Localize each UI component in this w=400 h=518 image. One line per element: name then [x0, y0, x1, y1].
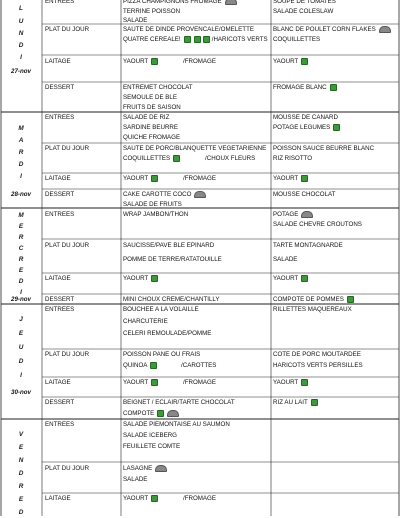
row-label-entrees: ENTREES — [45, 306, 75, 313]
day-letter: U — [18, 344, 24, 351]
row-label-laitage: LAITAGE — [45, 175, 71, 182]
menu-item: /HARICOTS VERTS — [200, 36, 268, 43]
menu-item: RILLETTES MAQUEREAUX — [273, 306, 352, 313]
menu-item: SARDINE BEURRE — [123, 124, 179, 131]
leaf-icon — [157, 410, 164, 417]
menu-item: HARICOTS VERTS PERSILLES — [273, 362, 363, 369]
day-letter: U — [18, 18, 24, 25]
day-letter: E — [18, 267, 24, 274]
day-letter: D — [18, 358, 24, 365]
menu-item: BEIGNET / ECLAIR/TARTE CHOCOLAT — [123, 399, 235, 406]
day-letter: M — [18, 212, 24, 219]
menu-item: FROMAGE BLANC — [273, 84, 337, 91]
menu-item: SALADE — [123, 17, 148, 24]
leaf-icon — [330, 84, 337, 91]
day-letter: D — [18, 42, 24, 49]
menu-item: /FROMAGE — [183, 175, 217, 182]
leaf-icon — [301, 58, 308, 65]
leaf-icon — [184, 36, 191, 43]
leaf-icon — [301, 275, 308, 282]
menu-item: POMME DE TERRE/RATATOUILLE — [123, 256, 222, 263]
day-letter: D — [18, 161, 24, 168]
menu-item: POISSON SAUCE BEURRE BLANC — [273, 145, 375, 152]
menu-item: COQUILLETTES — [123, 155, 180, 162]
menu-item: CELERI REMOULADE/POMME — [123, 330, 212, 337]
menu-item: BOUCHEE A LA VOLAILLE — [123, 306, 199, 313]
chef-hat-icon — [225, 0, 237, 5]
menu-item: /FROMAGE — [183, 58, 217, 65]
day-date: 28-nov — [11, 191, 31, 198]
chef-hat-icon — [167, 410, 179, 417]
menu-item: CHARCUTERIE — [123, 318, 168, 325]
menu-item: COQUILLETTES — [273, 36, 321, 43]
leaf-icon — [203, 36, 210, 43]
leaf-icon — [311, 399, 318, 406]
menu-item: YAOURT — [273, 58, 308, 65]
menu-item: YAOURT — [123, 58, 158, 65]
menu-item: BLANC DE POULET CORN FLAKES — [273, 26, 391, 33]
row-label-laitage: LAITAGE — [45, 379, 71, 386]
day-letter: R — [18, 234, 24, 241]
row-label-plat: PLAT DU JOUR — [45, 26, 90, 33]
day-letter: E — [18, 223, 24, 230]
row-label-laitage: LAITAGE — [45, 495, 71, 502]
chef-hat-icon — [194, 191, 206, 198]
day-letter: D — [18, 470, 24, 477]
row-label-entrees: ENTREES — [45, 0, 75, 5]
menu-item: FRUITS DE SAISON — [123, 104, 181, 111]
day-date: 30-nov — [11, 389, 31, 396]
row-label-plat: PLAT DU JOUR — [45, 242, 90, 249]
leaf-icon — [151, 175, 158, 182]
day-letter: D — [18, 509, 24, 516]
menu-item: YAOURT — [273, 379, 308, 386]
day-letter: I — [20, 372, 22, 379]
menu-item: MOUSSE CHOCOLAT — [273, 191, 336, 198]
day-letter: A — [18, 137, 24, 144]
leaf-icon — [150, 362, 157, 369]
menu-item: SOUPE DE TOMATES — [273, 0, 336, 5]
menu-item: YAOURT — [123, 175, 158, 182]
chef-hat-icon — [379, 26, 391, 33]
day-letter: R — [18, 256, 24, 263]
chef-hat-icon — [301, 211, 313, 218]
menu-item: TARTE MONTAGNARDE — [273, 242, 343, 249]
leaf-icon — [173, 155, 180, 162]
row-label-entrees: ENTREES — [45, 211, 75, 218]
day-letter: E — [18, 444, 24, 451]
menu-item: /FROMAGE — [183, 495, 217, 502]
menu-item: SALADE CHEVRE CROUTONS — [273, 221, 362, 228]
day-date: 27-nov — [11, 68, 31, 75]
menu-item: ENTREMET CHOCOLAT — [123, 84, 193, 91]
menu-item: YAOURT — [123, 495, 158, 502]
menu-item: SALADE — [273, 256, 298, 263]
menu-item: PIZZA CHAMPIGNONS FROMAGE — [123, 0, 237, 5]
day-letter: R — [18, 483, 24, 490]
day-letter: E — [18, 496, 24, 503]
menu-item: SALADE DE FRUITS — [123, 201, 182, 208]
menu-item: FEUILLETE COMTE — [123, 443, 181, 450]
menu-item: /FROMAGE — [183, 379, 217, 386]
menu-item: YAOURT — [123, 379, 158, 386]
row-label-plat: PLAT DU JOUR — [45, 145, 90, 152]
menu-item: RIZ AU LAIT — [273, 399, 318, 406]
menu-item: LASAGNE — [123, 465, 167, 472]
row-label-dessert: DESSERT — [45, 84, 75, 91]
menu-item: SALADE — [123, 476, 148, 483]
menu-item: /CAROTTES — [181, 362, 217, 369]
menu-item: QUINOA — [123, 362, 157, 369]
menu-item: SAUTE DE DINDE PROVENCALE/OMELETTE — [123, 26, 254, 33]
day-letter: D — [18, 278, 24, 285]
menu-item: COMPOTE DE POMMES — [273, 296, 354, 303]
leaf-icon — [151, 275, 158, 282]
leaf-icon — [301, 379, 308, 386]
row-label-dessert: DESSERT — [45, 296, 75, 303]
menu-item: SEMOULE DE BLE — [123, 94, 177, 101]
row-label-dessert: DESSERT — [45, 191, 75, 198]
menu-item: TERRINE POISSON — [123, 8, 181, 15]
day-letter: N — [18, 30, 24, 37]
leaf-icon — [151, 58, 158, 65]
menu-item: SALADE COLESLAW — [273, 8, 334, 15]
row-label-dessert: DESSERT — [45, 399, 75, 406]
menu-item: RIZ RISOTTO — [273, 155, 313, 162]
row-label-entrees: ENTREES — [45, 421, 75, 428]
leaf-icon — [333, 124, 340, 131]
menu-item: COTE DE PORC MOUTARDEE — [273, 351, 361, 358]
menu-item: YAOURT — [273, 175, 308, 182]
menu-item: /CHOUX FLEURS — [205, 155, 256, 162]
day-letter: L — [19, 5, 23, 12]
menu-item: YAOURT — [273, 275, 308, 282]
day-letter: J — [19, 316, 23, 323]
day-letter: R — [18, 149, 24, 156]
day-letter: M — [18, 125, 24, 132]
menu-item: SALADE PIEMONTAISE AU SAUMON — [123, 421, 230, 428]
day-letter: I — [20, 173, 22, 180]
day-letter: V — [18, 431, 24, 438]
leaf-icon — [347, 296, 354, 303]
menu-item: SALADE ICEBERG — [123, 432, 177, 439]
menu-item: YAOURT — [123, 275, 158, 282]
leaf-icon — [151, 495, 158, 502]
day-letter: N — [18, 457, 24, 464]
row-label-plat: PLAT DU JOUR — [45, 465, 90, 472]
menu-item: COMPOTE — [123, 410, 179, 417]
day-letter: C — [18, 245, 24, 252]
leaf-icon — [301, 175, 308, 182]
menu-item: POTAGE — [273, 211, 313, 218]
menu-item: SALADE DE RIZ — [123, 114, 170, 121]
menu-item: QUICHE FROMAGE — [123, 134, 181, 141]
day-letter: E — [18, 330, 24, 337]
menu-item: WRAP JAMBON/THON — [123, 211, 189, 218]
chef-hat-icon — [155, 465, 167, 472]
row-label-laitage: LAITAGE — [45, 275, 71, 282]
menu-item: MINI CHOUX CREME/CHANTILLY — [123, 296, 220, 303]
menu-item: MOUSSE DE CANARD — [273, 114, 338, 121]
leaf-icon — [151, 379, 158, 386]
menu-item: POISSON PANE OU FRAIS — [123, 351, 201, 358]
menu-item: SAUCISSE/PAVE BLE EPINARD — [123, 242, 215, 249]
menu-item: QUATRE CEREALE! — [123, 36, 201, 43]
menu-item: CAKE CAROTTE COCO — [123, 191, 206, 198]
day-letter: I — [20, 289, 22, 296]
menu-item: SAUTE DE PORC/BLANQUETTE VEGETARIENNE — [123, 145, 267, 152]
day-date: 29-nov — [11, 296, 31, 303]
row-label-laitage: LAITAGE — [45, 58, 71, 65]
day-letter: I — [20, 54, 22, 61]
row-label-entrees: ENTREES — [45, 114, 75, 121]
menu-item: POTAGE LEGUMES — [273, 124, 340, 131]
row-label-plat: PLAT DU JOUR — [45, 351, 90, 358]
